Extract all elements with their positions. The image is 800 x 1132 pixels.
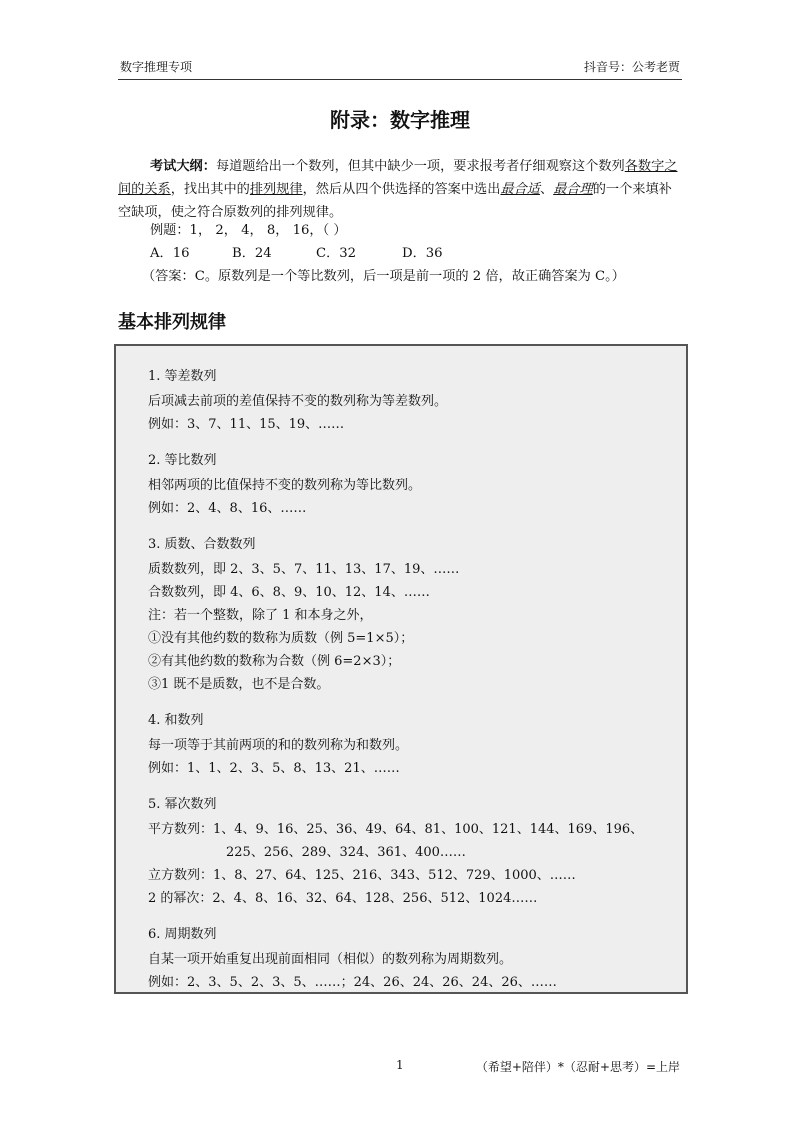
intro-emphasis-2: 最合理 <box>553 182 593 197</box>
rule-2-definition: 相邻两项的比值保持不变的数列称为等比数列。 <box>148 478 422 493</box>
rule-4-definition: 每一项等于其前两项的和的数列称为和数列。 <box>148 738 409 753</box>
rule-6-definition: 自某一项开始重复出现前面相同（相似）的数列称为周期数列。 <box>148 952 513 967</box>
rule-6-title: 6. 周期数列 <box>148 927 217 942</box>
rule-6-example: 例如：2、3、5、2、3、5、……；24、26、24、26、24、26、…… <box>148 975 557 990</box>
option-d: D．36 <box>402 246 443 261</box>
option-c: C．32 <box>316 246 357 261</box>
rule-1-example: 例如：3、7、11、15、19、…… <box>148 417 345 432</box>
option-a: A．16 <box>150 246 190 261</box>
example-options <box>150 242 443 265</box>
rule-1-title: 1. 等差数列 <box>148 369 217 384</box>
page-number: 1 <box>396 1058 404 1072</box>
rule-5-line-3: 立方数列：1、8、27、64、125、216、343、512、729、1000、…… <box>148 868 576 883</box>
rule-4-example: 例如：1、1、2、3、5、8、13、21、…… <box>148 761 400 776</box>
rule-3-title: 3. 质数、合数数列 <box>148 537 256 552</box>
rule-3-line-1: 质数数列，即 2、3、5、7、11、13、17、19、…… <box>148 562 460 577</box>
rule-3-line-4: ①没有其他约数的数称为质数（例 5=1×5）； <box>148 631 414 646</box>
rule-2-example: 例如：2、4、8、16、…… <box>148 501 307 516</box>
option-b: B．24 <box>232 246 272 261</box>
rule-4-title: 4. 和数列 <box>148 713 204 728</box>
intro-text-3: ，然后从四个供选择的答案中选出 <box>302 182 501 197</box>
example-answer: （答案：C。原数列是一个等比数列，后一项是前一项的 2 倍，故正确答案为 C。） <box>142 269 625 284</box>
rule-3-line-2: 合数数列，即 4、6、8、9、10、12、14、…… <box>148 585 430 600</box>
intro-paragraph <box>118 155 684 224</box>
rule-5-line-1: 平方数列：1、4、9、16、25、36、49、64、81、100、121、144、169、196、 <box>148 822 644 837</box>
example-question: 例题：1， 2， 4， 8， 16，（ ） <box>150 223 347 238</box>
intro-underline-2: 排列规律 <box>249 182 303 197</box>
rule-5-title: 5. 幂次数列 <box>148 797 217 812</box>
header-right-text: 抖音号：公考老贾 <box>583 60 680 74</box>
rules-box <box>114 344 688 994</box>
rule-2-title: 2. 等比数列 <box>148 453 217 468</box>
rule-1-definition: 后项减去前项的差值保持不变的数列称为等差数列。 <box>148 394 448 409</box>
section-heading: 基本排列规律 <box>118 312 226 333</box>
intro-emphasis-1: 最合适 <box>500 182 540 197</box>
intro-underline-1: 各数字之间的关系 <box>118 159 678 197</box>
rule-3-line-5: ②有其他约数的数称为合数（例 6=2×3）； <box>148 654 401 669</box>
rule-5-line-4: 2 的幂次：2、4、8、16、32、64、128、256、512、1024…… <box>148 891 538 906</box>
footer-motto: （希望+陪伴）*（忍耐+思考）=上岸 <box>475 1060 680 1074</box>
rule-3-line-6: ③1 既不是质数，也不是合数。 <box>148 677 330 692</box>
intro-text-2: ，找出其中的 <box>170 182 250 197</box>
intro-text-4: 、 <box>540 182 554 197</box>
rule-5-line-2: 225、256、289、324、361、400…… <box>226 845 466 860</box>
header-rule <box>118 79 682 80</box>
intro-text-1: 每道题给出一个数列，但其中缺少一项，要求报考者仔细观察这个数列 <box>215 159 625 174</box>
page-title: 附录：数字推理 <box>330 108 470 132</box>
intro-label: 考试大纲： <box>150 159 216 174</box>
rule-3-line-3: 注：若一个整数，除了 1 和本身之外， <box>148 608 373 623</box>
intro-text-5: 的一个来填补空缺项，使之符合原数列的排列规律。 <box>118 182 672 220</box>
header-left-text: 数字推理专项 <box>120 60 193 74</box>
